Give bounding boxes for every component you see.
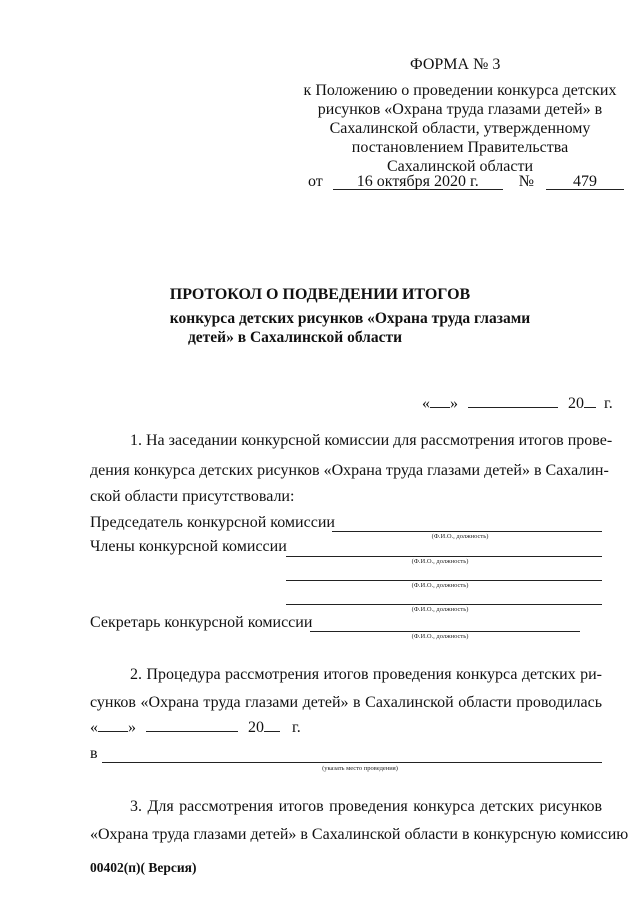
year-suffix: г. — [604, 395, 613, 412]
member-field-3[interactable] — [286, 604, 602, 605]
chairman-label: Председатель конкурсной комиссии — [90, 514, 335, 531]
member-field-2[interactable] — [286, 580, 602, 581]
form-number: ФОРМА № 3 — [410, 56, 501, 73]
date-prefix: от — [308, 173, 323, 190]
decree-date: 16 октября 2020 г. — [333, 174, 503, 190]
decree-date-row — [308, 173, 624, 191]
fio-hint: (Ф.И.О., должность) — [411, 558, 469, 565]
annex-line: Сахалинской области — [386, 158, 534, 175]
title-subline: конкурса детских рисунков «Охрана труда глазами — [169, 310, 531, 327]
place-hint: (указать место проведения) — [322, 765, 398, 772]
page-title: ПРОТОКОЛ О ПОДВЕДЕНИИ ИТОГОВ — [169, 286, 471, 303]
fio-hint: (Ф.И.О., должность) — [411, 633, 469, 640]
day-blank[interactable] — [98, 731, 128, 732]
secretary-label: Секретарь конкурсной комиссии — [90, 614, 313, 631]
date-open-quote: « — [422, 395, 430, 412]
annex-line: Сахалинской области, утвержденному — [329, 120, 591, 137]
section3-line: 3. Для рассмотрения итогов проведения конкурса детских рисунков — [130, 798, 602, 815]
document-code — [90, 860, 196, 876]
annex-line: к Положению о проведении конкурса детских — [303, 82, 617, 99]
year-prefix: 20 — [568, 395, 584, 412]
secretary-field[interactable] — [310, 631, 580, 632]
section2-line: 2. Процедура рассмотрения итогов проведения конкурса детских ри- — [130, 666, 602, 683]
day-blank[interactable] — [430, 407, 450, 408]
place-prefix: в — [90, 745, 98, 762]
section3-line: «Охрана труда глазами детей» в Сахалинской области в конкурсную комиссию — [90, 826, 629, 843]
number-prefix: № — [518, 173, 535, 190]
protocol-date-row — [422, 395, 613, 413]
date-open-quote: « — [90, 719, 98, 736]
annex-line: постановлением Правительства — [351, 139, 569, 156]
section1-line: ской области присутствовали: — [90, 488, 295, 505]
chairman-field[interactable] — [332, 531, 602, 532]
month-blank[interactable] — [146, 731, 238, 732]
year-blank[interactable] — [584, 407, 596, 408]
document-code-text: 00402(п)( Версия) — [90, 860, 197, 875]
section1-line: 1. На заседании конкурсной комиссии для рассмотрения итогов прове- — [130, 432, 613, 449]
year-prefix: 20 — [248, 719, 264, 736]
date-close-quote: » — [450, 395, 458, 412]
place-field[interactable] — [102, 762, 602, 763]
date-close-quote: » — [128, 719, 136, 736]
year-suffix: г. — [292, 719, 301, 736]
month-blank[interactable] — [468, 407, 558, 408]
title-subline: детей» в Сахалинской области — [187, 329, 403, 346]
year-blank[interactable] — [264, 731, 280, 732]
fio-hint: (Ф.И.О., должность) — [411, 582, 469, 589]
fio-hint: (Ф.И.О., должность) — [411, 606, 469, 613]
members-label: Члены конкурсной комиссии — [90, 538, 287, 555]
section1-line: дения конкурса детских рисунков «Охрана труда глазами детей» в Сахалин- — [90, 462, 609, 479]
decree-number: 479 — [546, 174, 624, 190]
section2-line: сунков «Охрана труда глазами детей» в Сахалинской области проводилась — [90, 694, 602, 711]
annex-line: рисунков «Охрана труда глазами детей» в — [317, 101, 603, 118]
fio-hint: (Ф.И.О., должность) — [431, 533, 489, 540]
procedure-date-row — [90, 719, 301, 737]
member-field-1[interactable] — [286, 556, 602, 557]
